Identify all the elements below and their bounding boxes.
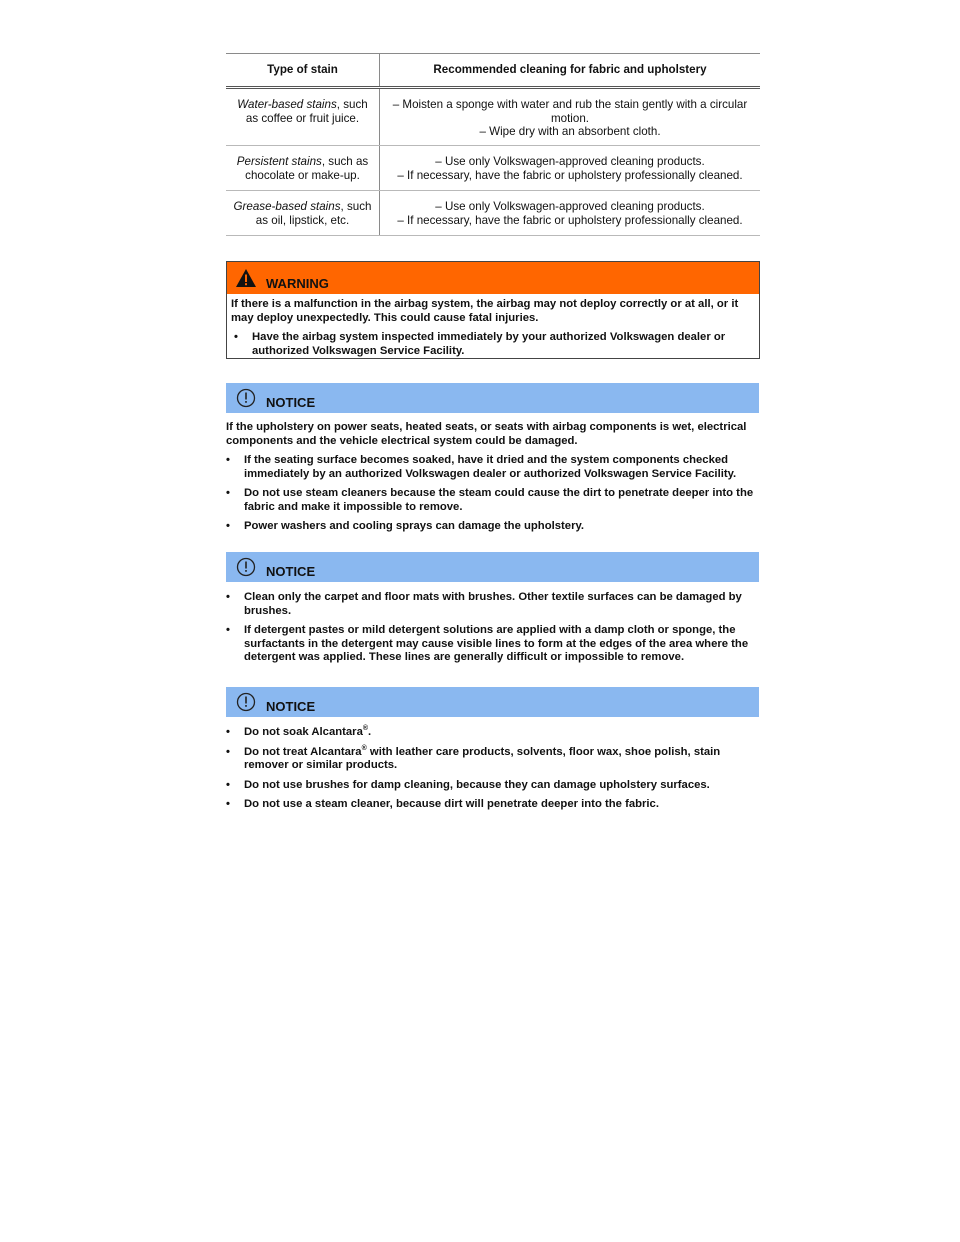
bullet-dot: • — [234, 331, 238, 343]
bullet-dot: • — [226, 745, 230, 758]
notice-title: NOTICE — [266, 563, 316, 579]
bullet-dot: • — [226, 624, 230, 636]
bullet-dot: • — [226, 520, 230, 532]
notice-bullet — [226, 591, 760, 618]
column-header-cleaning: Recommended cleaning for fabric and upholstery — [379, 54, 760, 86]
column-header-type: Type of stain — [267, 63, 338, 77]
notice-bullet-text: If detergent pastes or mild detergent solutions are applied with a damp cloth or sponge, the surfactants in the detergent may cause visible lines to form at the edges of the area where the detergent was applied. These lines are generally difficult or impossible to remove. — [244, 624, 749, 663]
notice-bullet — [226, 746, 760, 773]
cleaning-cell — [379, 89, 760, 145]
notice-title: NOTICE — [266, 394, 316, 410]
notice-bullet — [226, 454, 760, 481]
notice-title: NOTICE — [266, 698, 316, 714]
warning-triangle-icon — [235, 268, 257, 288]
notice-header — [226, 687, 759, 717]
warning-header — [227, 262, 759, 294]
bullet-text-start: Do not treat Alcantara — [244, 745, 362, 758]
notice-bullet — [226, 520, 760, 534]
notice-body — [226, 421, 760, 534]
notice-bullet-text: If the seating surface becomes soaked, have it dried and the system components checked immediately by an authorized Volkswagen dealer or authorized Volkswagen Service Facility. — [244, 454, 737, 480]
stain-type-name: Water-based stains — [237, 98, 337, 111]
notice-header — [226, 383, 759, 413]
notice-bullet-text: Do not use a steam cleaner, because dirt will penetrate deeper into the fabric. — [244, 798, 659, 810]
bullet-dot: • — [226, 591, 230, 603]
bullet-dot: • — [226, 454, 230, 466]
stain-type-examples: , such as coffee or fruit juice. — [245, 98, 368, 125]
notice-bullet-text — [244, 746, 760, 773]
cleaning-step: – If necessary, have the fabric or upholstery professionally cleaned. — [397, 168, 743, 182]
bullet-dot: • — [226, 798, 230, 810]
notice-bullet-text: Power washers and cooling sprays can damage the upholstery. — [244, 520, 585, 532]
bullet-dot: • — [226, 726, 230, 738]
notice-exclamation-icon — [236, 388, 256, 408]
bullet-text-start: Do not soak Alcantara — [244, 726, 363, 738]
stain-type-examples: , such as chocolate or make-up. — [245, 155, 369, 182]
cleaning-step: – Wipe dry with an absorbent cloth. — [479, 125, 661, 138]
notice-bullet-text: Do not use brushes for damp cleaning, because they can damage upholstery surfaces. — [244, 778, 710, 791]
notice-bullet — [226, 779, 760, 793]
stain-cleaning-table — [226, 53, 760, 236]
notice-body — [226, 720, 760, 812]
table-row — [226, 146, 760, 191]
table-row — [226, 89, 760, 146]
cleaning-step: – If necessary, have the fabric or upholstery professionally cleaned. — [397, 213, 743, 227]
stain-type-name: Grease-based stains — [233, 200, 341, 213]
registered-mark: ® — [361, 744, 367, 752]
table-row — [226, 191, 760, 236]
bullet-dot: • — [226, 778, 230, 791]
warning-body — [227, 294, 759, 358]
notice-text: If the upholstery on power seats, heated seats, or seats with airbag components is wet, electrical components and the vehicle electrical system could be damaged. — [226, 421, 747, 447]
notice-exclamation-icon — [236, 557, 256, 577]
warning-text: If there is a malfunction in the airbag system, the airbag may not deploy correctly or at all, or it may deploy unexpectedly. This could cause fatal injuries. — [231, 298, 739, 324]
notice-bullet-text: Clean only the carpet and floor mats with brushes. Other textile surfaces can be damaged by brushes. — [244, 591, 742, 617]
bullet-text-end: . — [368, 726, 372, 738]
notice-body — [226, 585, 760, 665]
notice-bullet — [226, 726, 760, 740]
stain-type-cell — [226, 89, 379, 145]
notice-bullet — [226, 487, 760, 514]
table-header-row — [226, 54, 760, 89]
notice-bullet-text — [244, 726, 760, 740]
cleaning-step: – Use only Volkswagen-approved cleaning products. — [435, 200, 705, 213]
notice-exclamation-icon — [236, 692, 256, 712]
registered-mark: ® — [362, 725, 369, 733]
stain-type-name: Persistent stains — [236, 155, 322, 168]
bullet-dot: • — [226, 487, 230, 499]
cleaning-cell — [379, 146, 760, 190]
stain-type-cell — [226, 146, 379, 190]
cleaning-step: – Moisten a sponge with water and rub the stain gently with a circular motion. — [392, 98, 748, 125]
stain-type-examples: , such as oil, lipstick, etc. — [255, 200, 372, 227]
warning-title: WARNING — [266, 275, 329, 291]
warning-box — [226, 261, 760, 359]
warning-bullet-text: Have the airbag system inspected immediately by your authorized Volkswagen dealer or authorized Volkswagen Service Facility. — [252, 331, 726, 357]
stain-type-cell — [226, 191, 379, 235]
warning-bullet — [231, 331, 757, 358]
notice-bullet — [226, 798, 760, 812]
notice-bullet — [226, 624, 760, 665]
cleaning-cell — [379, 191, 760, 235]
notice-header — [226, 552, 759, 582]
cleaning-step: – Use only Volkswagen-approved cleaning products. — [435, 155, 705, 168]
notice-bullet-text: Do not use steam cleaners because the steam could cause the dirt to penetrate deeper into the fabric and make it impossible to remove. — [244, 487, 754, 513]
bullet-text-end: with leather care products, solvents, floor wax, shoe polish, stain remover or similar products. — [244, 745, 721, 771]
